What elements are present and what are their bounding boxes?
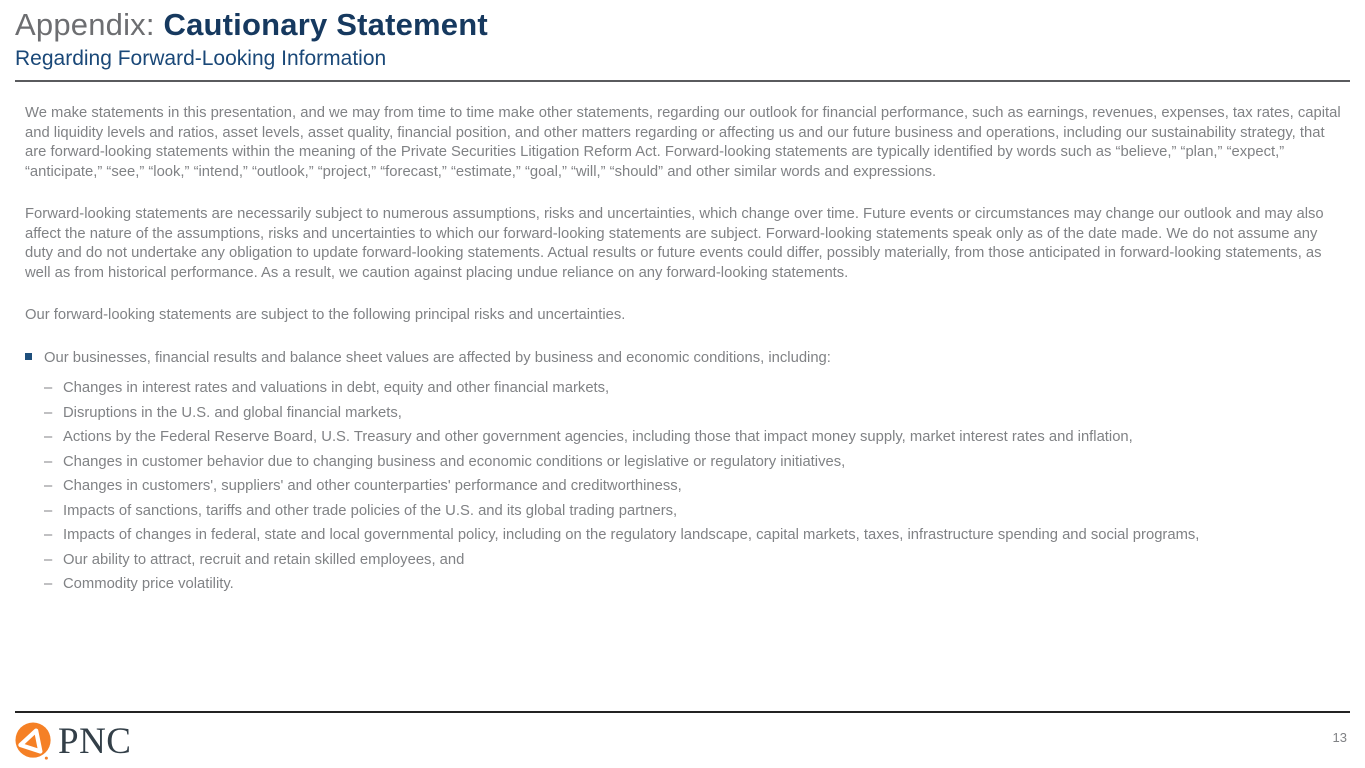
dash-icon: – <box>44 527 53 543</box>
footer-divider <box>15 711 1350 713</box>
sub-bullet-text: Impacts of sanctions, tariffs and other trade policies of the U.S. and its global trading partners, <box>63 502 678 519</box>
page-number: 13 <box>1332 730 1347 745</box>
list-item <box>44 453 1347 473</box>
dash-icon: – <box>44 551 53 568</box>
pnc-logo <box>15 722 131 762</box>
square-bullet-icon <box>25 353 32 360</box>
list-item <box>44 404 1347 424</box>
title-prefix: Appendix: <box>15 7 164 42</box>
list-item <box>44 428 1347 448</box>
sub-bullet-text: Changes in customers', suppliers' and other counterparties' performance and creditworthiness, <box>63 478 682 494</box>
dash-icon: – <box>44 380 53 396</box>
dash-icon: – <box>44 576 53 592</box>
sub-bullet-text: Impacts of changes in federal, state and local governmental policy, including on the regulatory landscape, capital markets, taxes, infrastructure spending and social programs, <box>63 527 1200 543</box>
paragraph-1: We make statements in this presentation, and we may from time to time make other statements, regarding our outlook for financial performance, such as earnings, revenues, expenses, tax rates, capital and liquidity levels and ratios, asset levels, asset quality, financial position, and other matters regarding or affecting us and our future business and operations, including our sustainability strategy, that are forward-looking statements within the meaning of the Private Securities Litigation Reform Act. Forward-looking statements are typically identified by words such as “believe,” “plan,” “expect,” “anticipate,” “see,” “look,” “intend,” “outlook,” “project,” “forecast,” “estimate,” “goal,” “will,” “should” and other similar words and expressions. <box>25 105 1341 180</box>
page-subtitle: Regarding Forward-Looking Information <box>15 47 387 70</box>
pnc-triangle-icon <box>15 722 53 762</box>
list-item <box>25 349 1347 369</box>
dash-icon: – <box>44 429 53 445</box>
slide-header <box>0 0 1365 73</box>
risk-sub-list <box>44 379 1347 595</box>
sub-bullet-text: Actions by the Federal Reserve Board, U.S. Treasury and other government agencies, including those that impact money supply, market interest rates and inflation, <box>63 429 1133 445</box>
sub-bullet-text: Changes in interest rates and valuations in debt, equity and other financial markets, <box>63 380 610 396</box>
dash-icon: – <box>44 404 53 421</box>
page-title <box>15 6 1350 44</box>
dash-icon: – <box>44 478 53 494</box>
sub-bullet-text: Changes in customer behavior due to changing business and economic conditions or legislative or regulatory initiatives, <box>63 453 846 470</box>
paragraph-3: Our forward-looking statements are subject to the following principal risks and uncertainties. <box>25 307 626 323</box>
slide-body <box>0 82 1365 595</box>
list-item <box>44 502 1347 522</box>
list-item <box>44 575 1347 595</box>
list-item <box>44 379 1347 399</box>
list-item <box>44 551 1347 571</box>
sub-bullet-text: Disruptions in the U.S. and global financial markets, <box>63 404 402 421</box>
risk-bullet-list <box>25 349 1347 369</box>
sub-bullet-text: Commodity price volatility. <box>63 576 234 592</box>
pnc-wordmark: PNC <box>58 721 132 762</box>
title-main: Cautionary Statement <box>163 7 488 42</box>
sub-bullet-text: Our ability to attract, recruit and retain skilled employees, and <box>63 551 465 568</box>
dash-icon: – <box>44 453 53 470</box>
paragraph-2: Forward-looking statements are necessarily subject to numerous assumptions, risks and uncertainties, which change over time. Future events or circumstances may change our outlook and may also affect the nature of the assumptions, risks and uncertainties to which our forward-looking statements are subject. Forward-looking statements speak only as of the date made. We do not assume any duty and do not undertake any obligation to update forward-looking statements. Actual results or future events could differ, possibly materially, from those anticipated in forward-looking statements, as well as from historical performance. As a result, we caution against placing undue reliance on any forward-looking statements. <box>25 206 1324 281</box>
dash-icon: – <box>44 502 53 519</box>
list-item <box>44 526 1347 546</box>
list-item <box>44 477 1347 497</box>
bullet-text: Our businesses, financial results and balance sheet values are affected by business and economic conditions, including: <box>44 349 831 366</box>
